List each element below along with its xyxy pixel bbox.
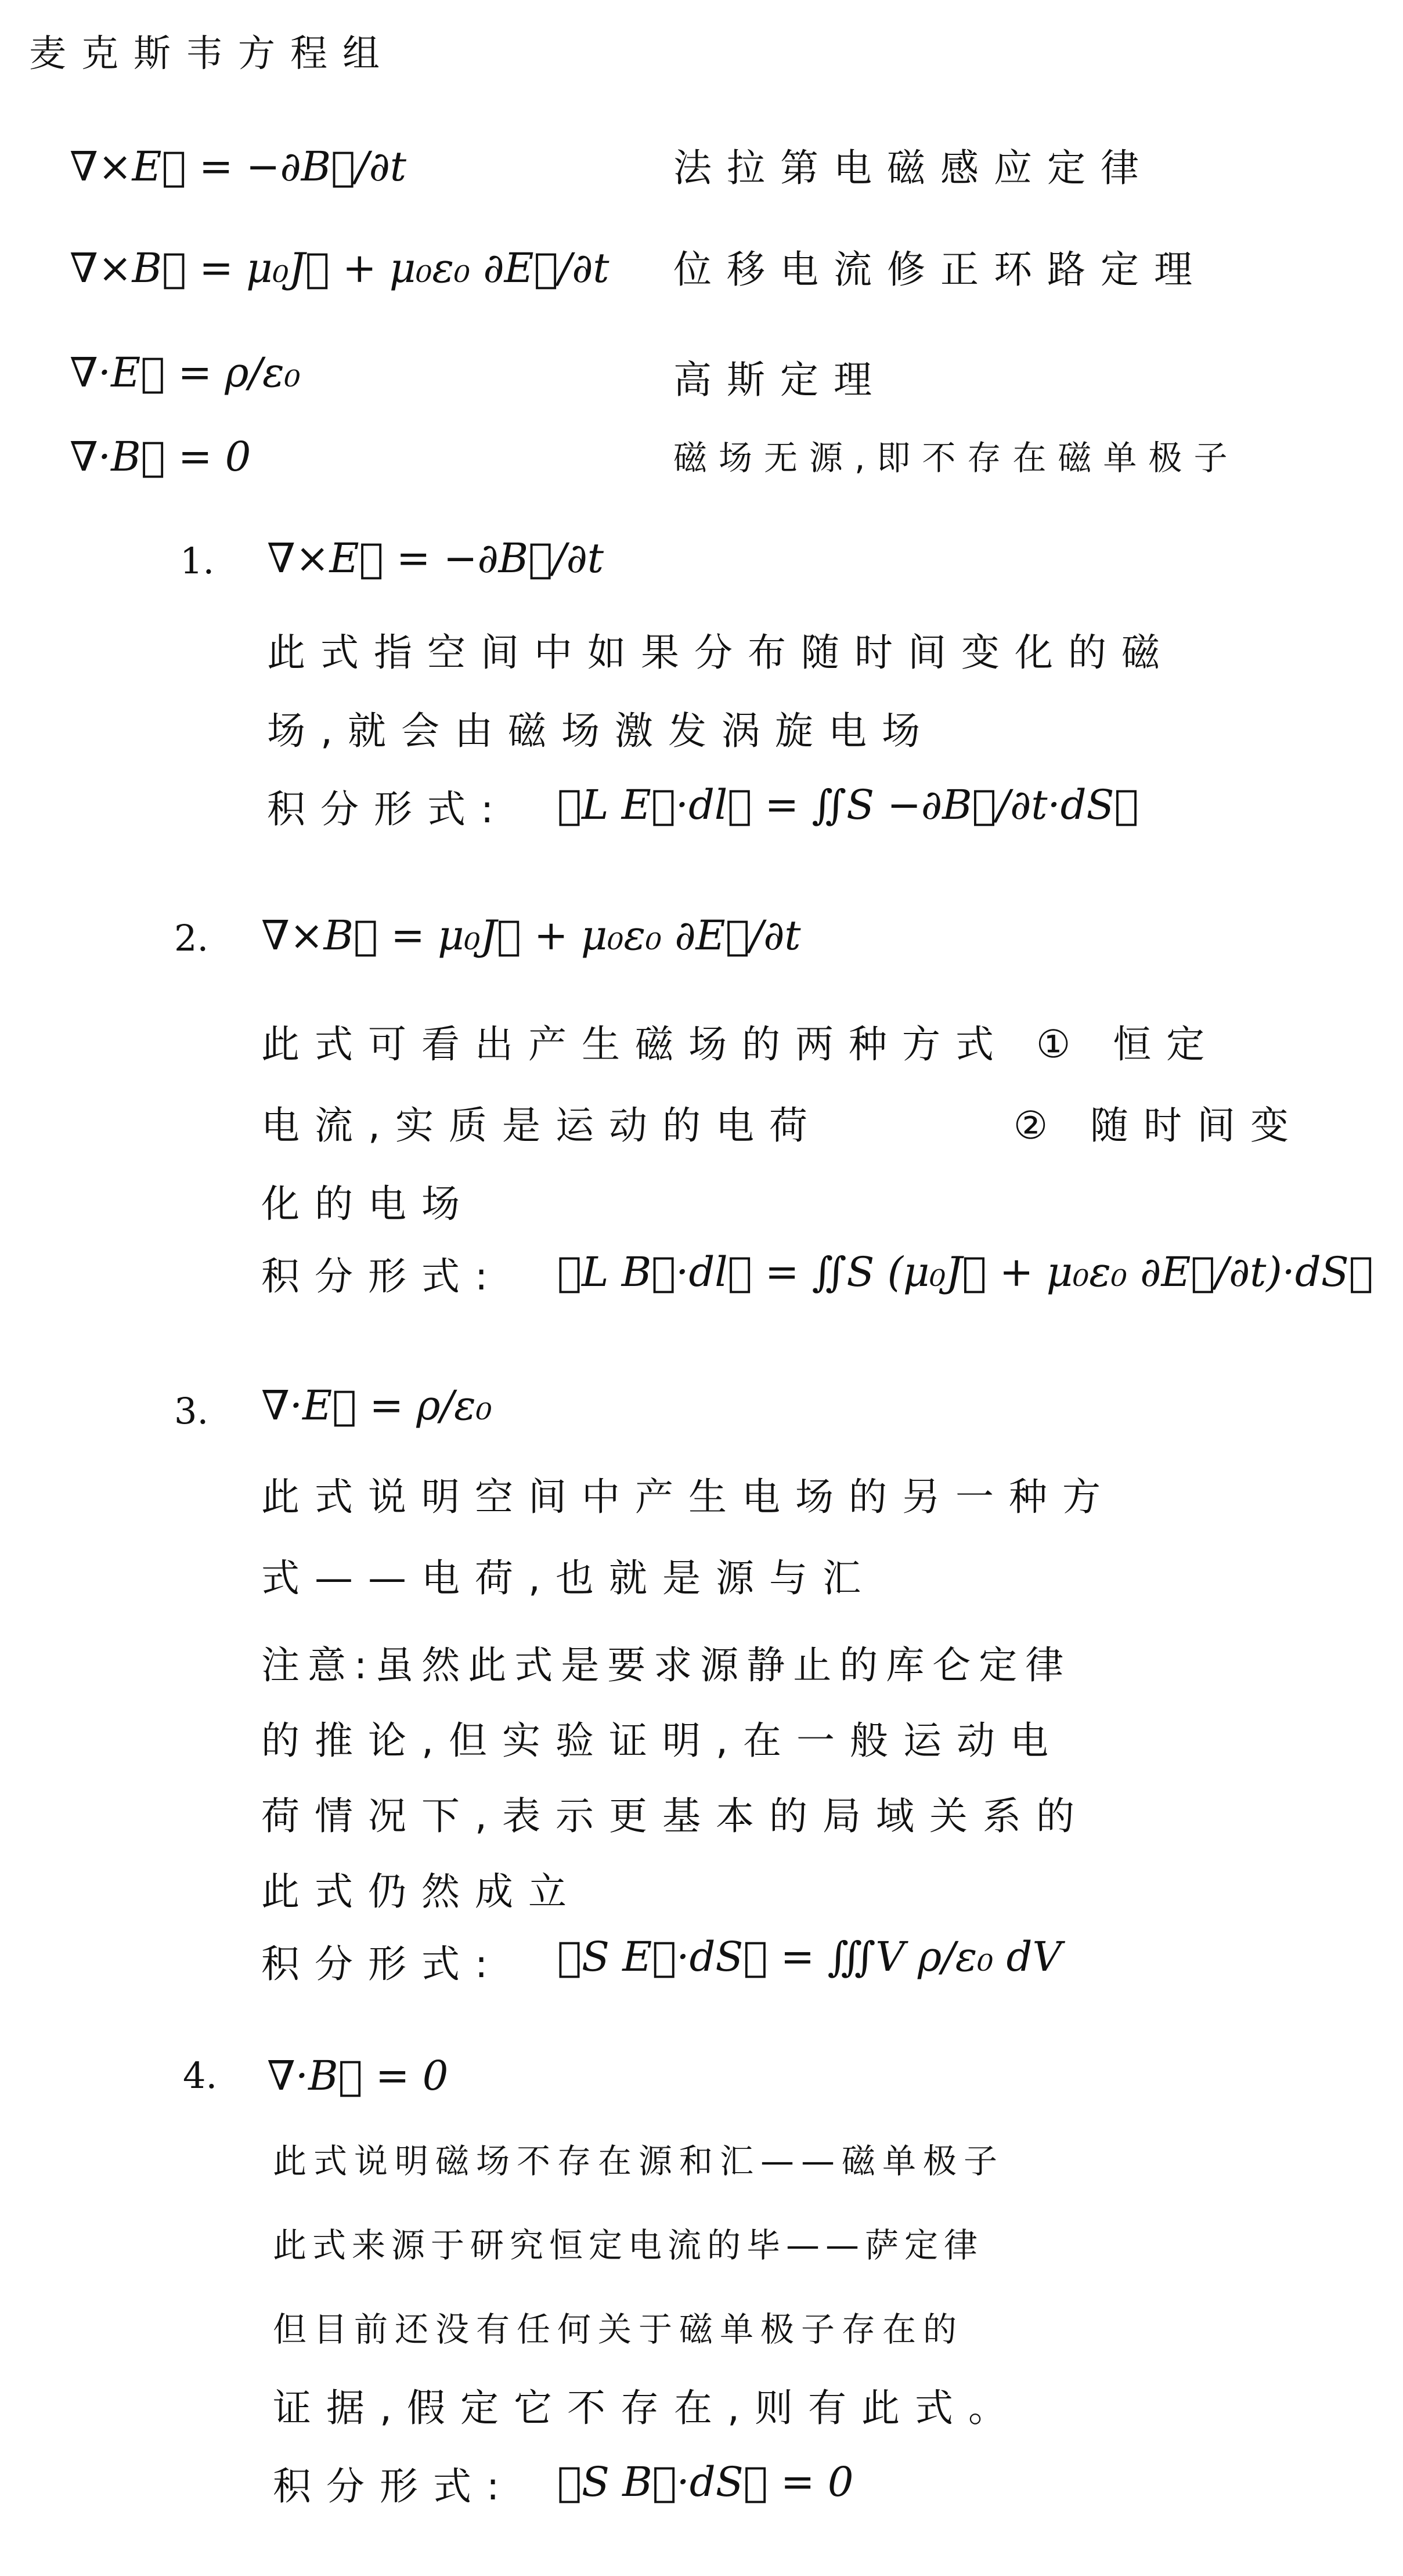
section-2-line-2: 电流,实质是运动的电荷 ② 随时间变 bbox=[261, 1103, 1304, 1148]
section-1-line-2: 场,就会由磁场激发涡旋电场 bbox=[267, 709, 935, 753]
section-2-line-3: 化的电场 bbox=[261, 1182, 475, 1226]
summary-desc-1: 法拉第电磁感应定律 bbox=[673, 146, 1154, 190]
summary-equation-1: ∇×E⃗ = −∂B⃗/∂t bbox=[70, 143, 406, 190]
section-1-number: 1. bbox=[180, 540, 215, 582]
section-3-formula: ∇·E⃗ = ρ/ε₀ bbox=[261, 1382, 492, 1429]
section-1-integral: ∮L E⃗·dl⃗ = ∬S −∂B⃗/∂t·dS⃗ bbox=[557, 781, 1139, 829]
section-3-number: 3. bbox=[174, 1390, 209, 1432]
section-1-integral-label: 积分形式: bbox=[267, 787, 509, 832]
page-title: 麦克斯韦方程组 bbox=[29, 32, 395, 75]
section-2-integral: ∮L B⃗·dl⃗ = ∬S (μ₀J⃗ + μ₀ε₀ ∂E⃗/∂t)·dS⃗ bbox=[557, 1248, 1373, 1296]
section-3-line-4: 的推论,但实验证明,在一般运动电 bbox=[261, 1718, 1063, 1763]
section-1-formula: ∇×E⃗ = −∂B⃗/∂t bbox=[267, 534, 604, 582]
section-4-number: 4. bbox=[183, 2054, 218, 2097]
section-3-line-6: 此式仍然成立 bbox=[261, 1869, 582, 1914]
summary-equation-3: ∇·E⃗ = ρ/ε₀ bbox=[70, 349, 301, 396]
section-4-line-2: 此式来源于研究恒定电流的毕——萨定律 bbox=[273, 2225, 984, 2265]
section-2-line-1: 此式可看出产生磁场的两种方式 ① 恒定 bbox=[261, 1022, 1220, 1067]
section-4-integral-label: 积分形式: bbox=[273, 2464, 515, 2509]
summary-desc-2: 位移电流修正环路定理 bbox=[673, 247, 1207, 292]
section-4-formula: ∇·B⃗ = 0 bbox=[267, 2052, 449, 2100]
section-3-integral: ∯S E⃗·dS⃗ = ∭V ρ/ε₀ dV bbox=[557, 1933, 1062, 1981]
section-1-line-1: 此式指空间中如果分布随时间变化的磁 bbox=[267, 630, 1175, 675]
section-4-line-3: 但目前还没有任何关于磁单极子存在的 bbox=[273, 2310, 964, 2349]
section-2-integral-label: 积分形式: bbox=[261, 1254, 503, 1299]
section-3-line-1: 此式说明空间中产生电场的另一种方 bbox=[261, 1475, 1116, 1519]
section-2-number: 2. bbox=[174, 917, 209, 959]
section-3-line-2: 式——电荷,也就是源与汇 bbox=[261, 1556, 876, 1600]
summary-desc-3: 高斯定理 bbox=[673, 357, 887, 402]
summary-equation-4: ∇·B⃗ = 0 bbox=[70, 433, 251, 480]
section-3-integral-label: 积分形式: bbox=[261, 1942, 503, 1986]
section-4-line-1: 此式说明磁场不存在源和汇——磁单极子 bbox=[273, 2141, 1005, 2181]
section-3-line-3: 注意:虽然此式是要求源静止的库仑定律 bbox=[261, 1643, 1072, 1688]
section-3-line-5: 荷情况下,表示更基本的局域关系的 bbox=[261, 1794, 1090, 1838]
section-2-formula: ∇×B⃗ = μ₀J⃗ + μ₀ε₀ ∂E⃗/∂t bbox=[261, 912, 801, 959]
section-4-integral: ∯S B⃗·dS⃗ = 0 bbox=[557, 2458, 854, 2506]
summary-desc-4: 磁场无源,即不存在磁单极子 bbox=[673, 438, 1239, 478]
section-4-line-4: 证据,假定它不存在,则有此式。 bbox=[273, 2386, 1022, 2430]
summary-equation-2: ∇×B⃗ = μ₀J⃗ + μ₀ε₀ ∂E⃗/∂t bbox=[70, 244, 609, 292]
